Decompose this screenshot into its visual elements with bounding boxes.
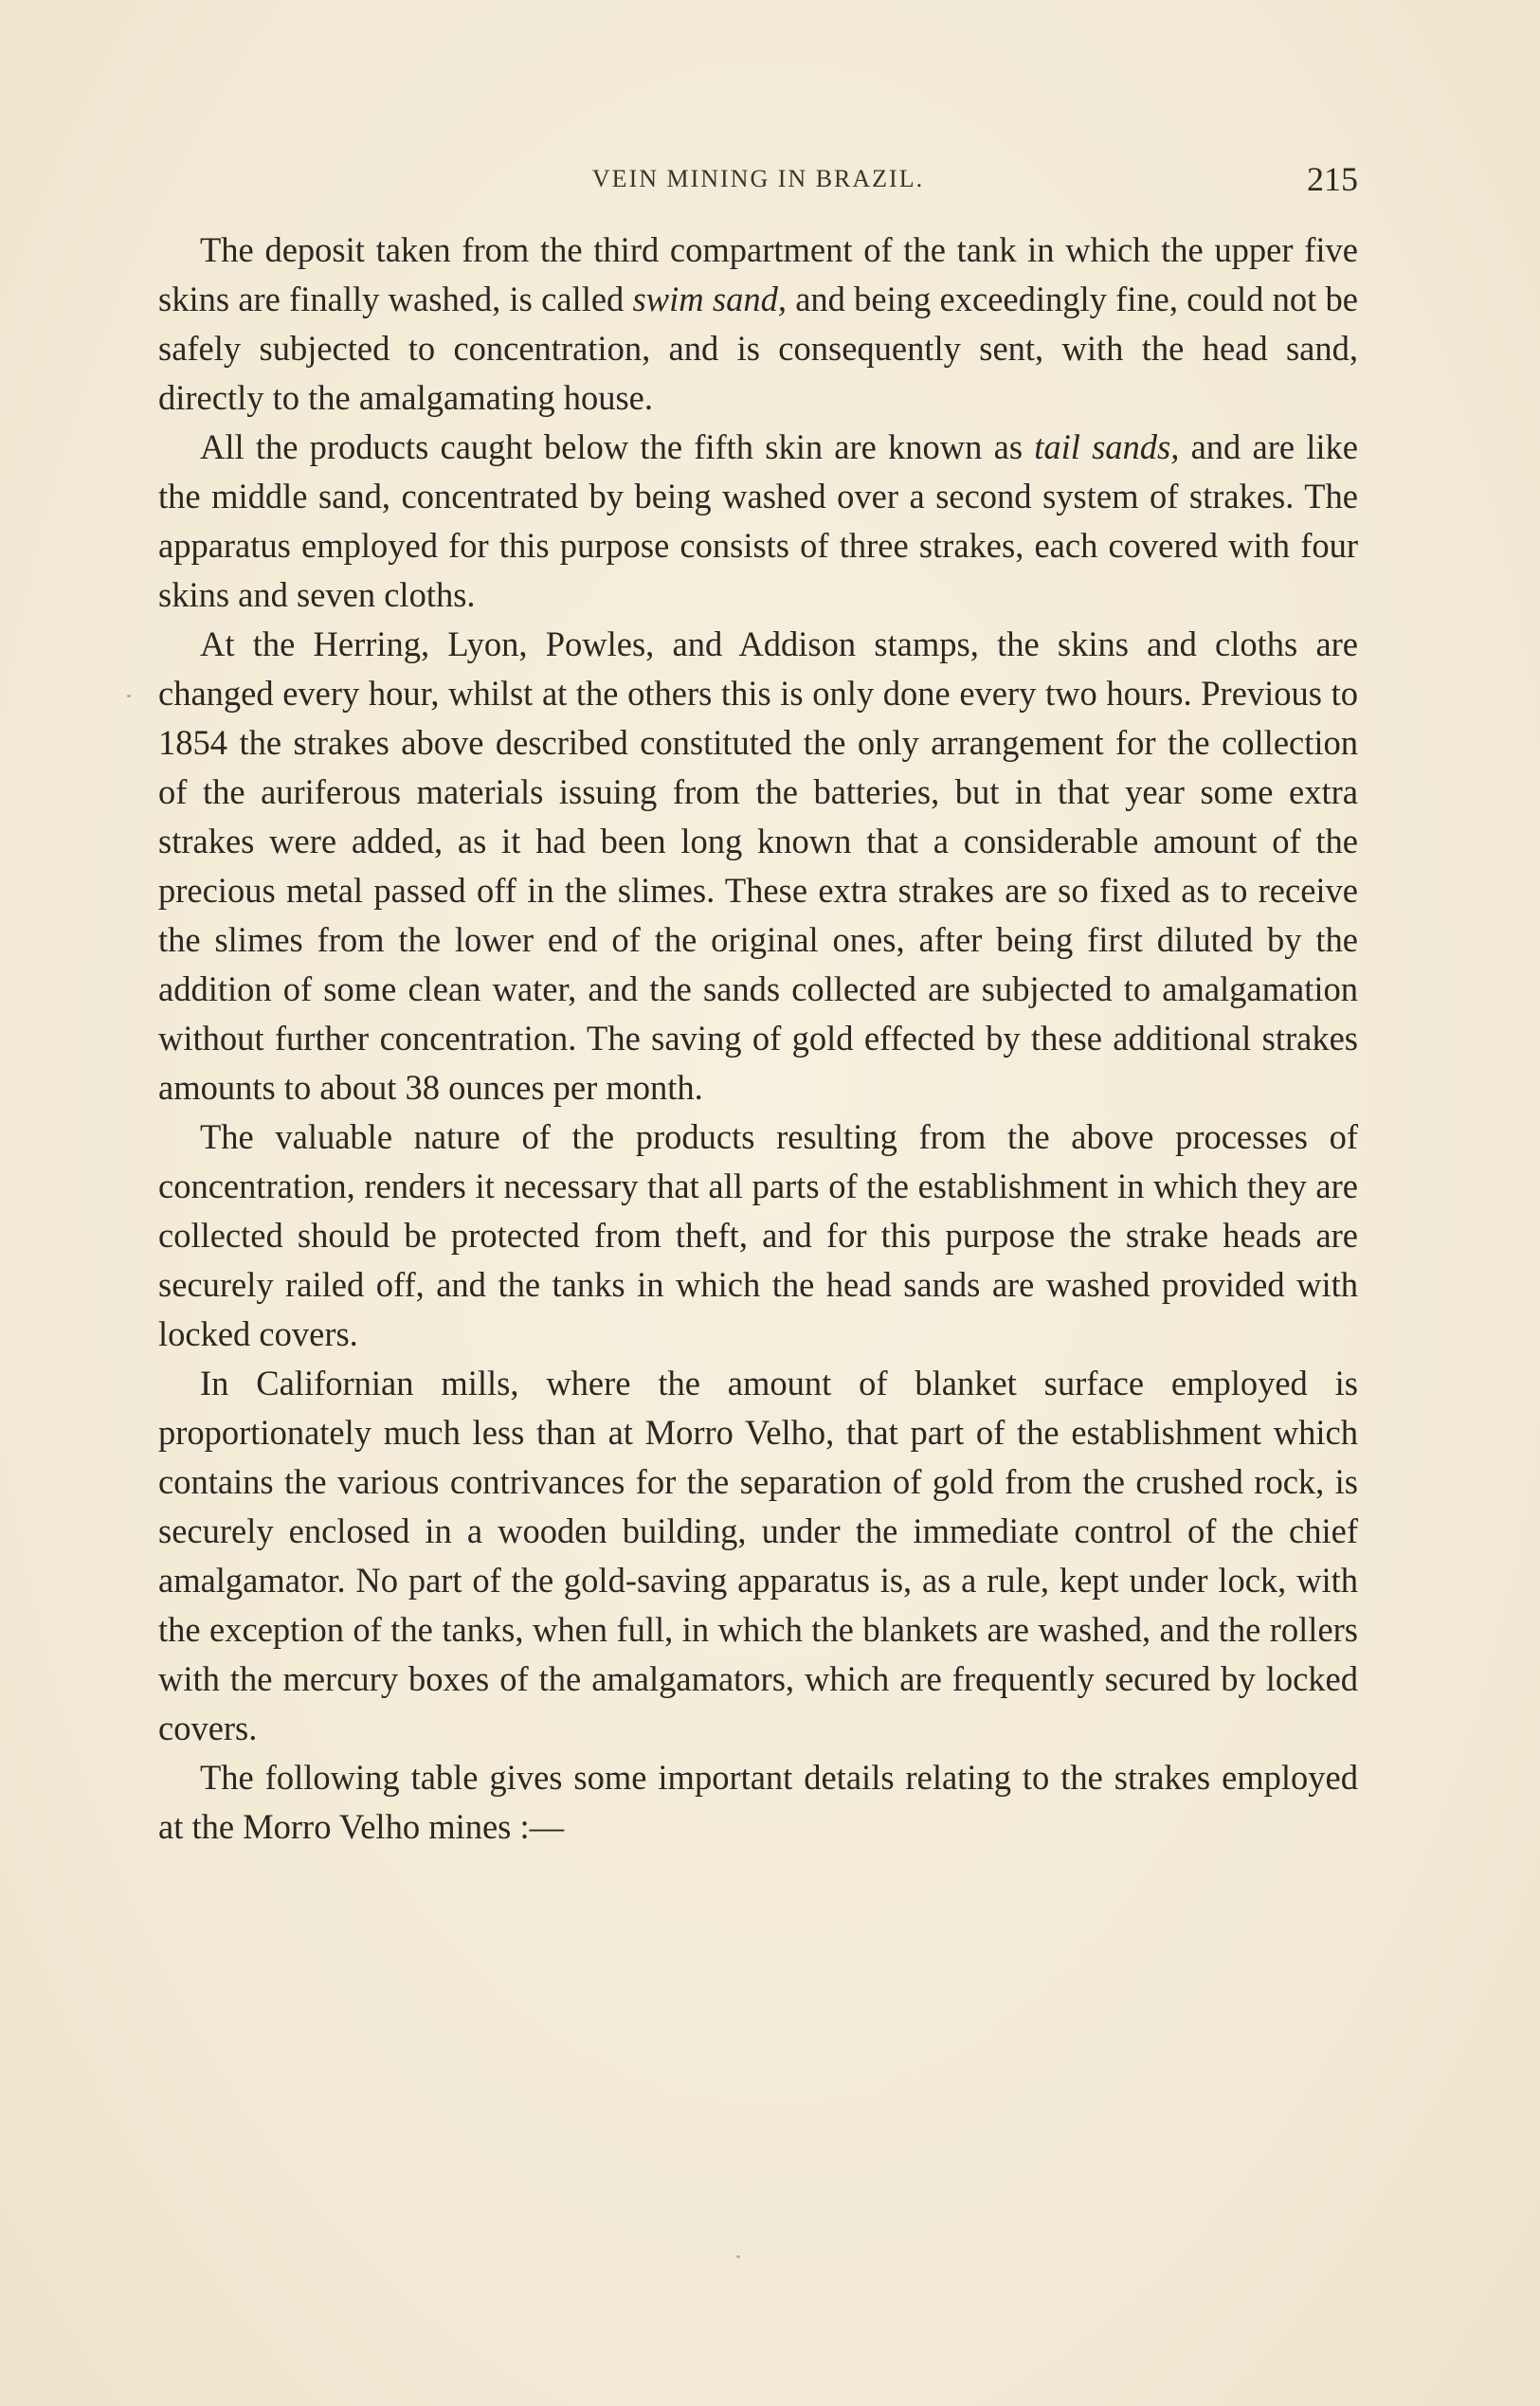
italic-term: swim sand, <box>632 280 787 318</box>
paragraph-text: and are like the middle sand, concentrated by being washed over a second system of strakes. The apparatus employed for this purpose consists of three strakes, each covered with four skins and seven cloths. <box>158 427 1358 614</box>
paragraph-stamps: At the Herring, Lyon, Powles, and Addison stamps, the skins and cloths are changed every hour, whilst at the others this is only done every two hours. Previous to 1854 the strakes above described constituted the only arrangement for the collection of the auriferous materials issuing from the batteries, but in that year some extra strakes were added, as it had been long known that a considerable amount of the precious metal passed off in the slimes. These extra strakes are so fixed as to receive the slimes from the lower end of the original ones, after being first diluted by the addition of some clean water, and the sands collected are subjected to amalgamation without further concentration. The saving of gold effected by these additional strakes amounts to about 38 ounces per month. <box>158 624 1358 1107</box>
paragraph-swim-sand <box>158 226 1358 423</box>
paragraph-text: The deposit taken from the third compartment of the tank in which the upper five skins are finally washed, is called <box>158 230 1358 318</box>
running-title: VEIN MINING IN BRAZIL. <box>591 165 925 192</box>
paragraph-text: and being exceedingly fine, could not be safely subjected to concentration, and is consequently sent, with the head sand, directly to the amalgamating house. <box>158 280 1358 417</box>
paragraph-table-intro: The following table gives some important details relating to the strakes employed at the Morro Velho mines :— <box>158 1758 1358 1846</box>
paper-speck <box>127 695 131 697</box>
body-text <box>158 226 1358 1852</box>
paper-speck <box>736 2255 740 2258</box>
paragraph-products: The valuable nature of the products resulting from the above processes of concentration, renders it necessary that all parts of the establishment in which they are collected should be protected from theft, and for this purpose the strake heads are securely railed off, and the tanks in which the head sands are washed provided with locked covers. <box>158 1117 1358 1353</box>
running-head <box>158 159 1358 197</box>
paragraph-californian-mills: In Californian mills, where the amount of blanket surface employed is proportionately much less than at Morro Velho, that part of the establishment which contains the various contrivances for the separation of gold from the crushed rock, is securely enclosed in a wooden building, under the immediate control of the chief amalgamator. No part of the gold-saving apparatus is, as a rule, kept under lock, with the exception of the tanks, when full, in which the blankets are washed, and the rollers with the mercury boxes of the amalgamators, which are frequently secured by locked covers. <box>158 1364 1358 1747</box>
page-number: 215 <box>1307 160 1358 198</box>
italic-term: tail sands, <box>1034 427 1180 466</box>
paragraph-text: All the products caught below the fifth skin are known as <box>200 427 1035 466</box>
paragraph-tail-sands <box>158 423 1358 620</box>
